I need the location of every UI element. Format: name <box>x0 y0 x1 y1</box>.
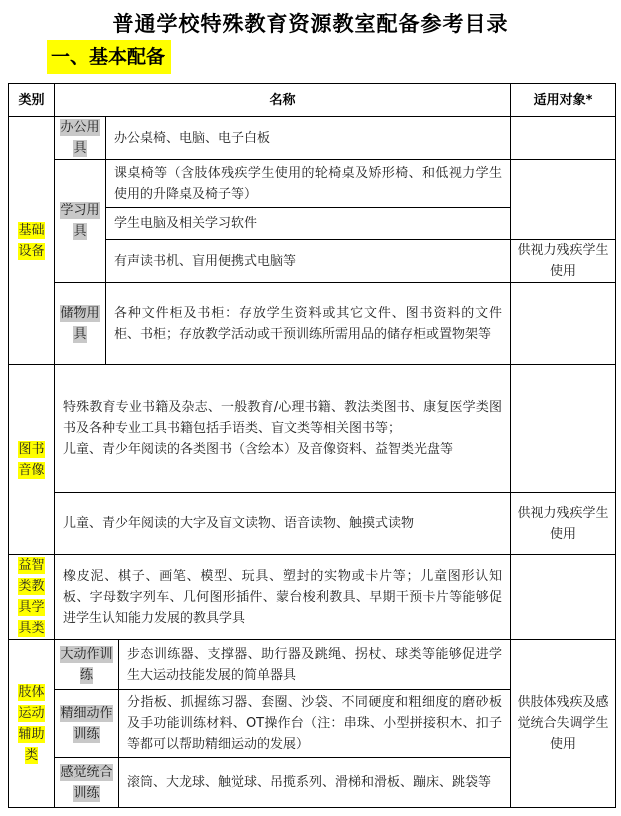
item-study-1: 学生电脑及相关学习软件 <box>106 208 511 240</box>
category-basic <box>9 117 55 365</box>
subcategory-sensory <box>55 758 119 808</box>
target-study-general <box>511 160 616 240</box>
subcategory-study <box>55 160 106 283</box>
category-books <box>9 365 55 555</box>
target-books-visual: 供视力残疾学生使用 <box>511 493 616 555</box>
item-books-0 <box>55 365 511 493</box>
category-puzzle <box>9 555 55 640</box>
target-puzzle <box>511 555 616 640</box>
subcategory-study-label: 学习用具 <box>60 203 100 239</box>
subcategory-storage <box>55 283 106 365</box>
target-office <box>511 117 616 160</box>
table-row <box>9 283 616 365</box>
header-name: 名称 <box>55 84 511 117</box>
subcategory-office-label: 办公用具 <box>60 120 100 156</box>
table-row <box>9 365 616 493</box>
item-puzzle-0: 橡皮泥、棋子、画笔、模型、玩具、塑封的实物或卡片等；儿童图形认知板、字母数字列车、几何图形插件、蒙台梭利教具、早期干预卡片等能够促进学生认知能力发展的教具学具 <box>55 555 511 640</box>
target-storage <box>511 283 616 365</box>
item-storage-0: 各种文件柜及书柜：存放学生资料或其它文件、图书资料的文件柜、书柜；存放教学活动或干预训练所需用品的储存柜或置物架等 <box>106 283 511 365</box>
subcategory-fine-motor-label: 精细动作训练 <box>60 705 113 742</box>
category-limb-label: 肢体运动辅助类 <box>18 684 45 763</box>
item-study-2: 有声读书机、盲用便携式电脑等 <box>106 240 511 283</box>
item-books-0-text: 特殊教育专业书籍及杂志、一般教育/心理书籍、教法类图书、康复医学类图书及各种专业工具书籍包括手语类、盲文类等相关图书等； <box>63 400 503 436</box>
category-puzzle-label: 益智类教具学具类 <box>18 558 45 636</box>
item-office-0: 办公桌椅、电脑、电子白板 <box>106 117 511 160</box>
table-header-row <box>9 84 616 117</box>
item-sensory: 滚筒、大龙球、触觉球、吊揽系列、滑梯和滑板、蹦床、跳袋等 <box>119 758 511 808</box>
table-row <box>9 117 616 160</box>
item-gross-motor: 步态训练器、支撑器、助行器及跳绳、拐杖、球类等能够促进学生大运动技能发展的简单器具 <box>119 640 511 690</box>
table-row <box>9 493 616 555</box>
table-row <box>9 160 616 208</box>
item-books-2: 儿童、青少年阅读的大字及盲文读物、语音读物、触摸式读物 <box>55 493 511 555</box>
subcategory-gross-motor <box>55 640 119 690</box>
target-limb: 供肢体残疾及感觉统合失调学生使用 <box>511 640 616 808</box>
item-books-1-text: 儿童、青少年阅读的各类图书（含绘本）及音像资料、益智类光盘等 <box>63 442 454 457</box>
subcategory-office <box>55 117 106 160</box>
header-category: 类别 <box>9 84 55 117</box>
subcategory-storage-label: 储物用具 <box>60 305 100 342</box>
subcategory-gross-motor-label: 大动作训练 <box>60 646 113 683</box>
category-limb <box>9 640 55 808</box>
item-study-0: 课桌椅等（含肢体残疾学生使用的轮椅桌及矫形椅、和低视力学生使用的升降桌及椅子等） <box>106 160 511 208</box>
header-target: 适用对象* <box>511 84 616 117</box>
subcategory-sensory-label: 感觉统合训练 <box>60 764 113 801</box>
table-row <box>9 640 616 690</box>
document-title: 普通学校特殊教育资源教室配备参考目录 <box>112 11 509 36</box>
target-study-visual: 供视力残疾学生使用 <box>511 240 616 283</box>
section-heading: 一、基本配备 <box>47 40 171 74</box>
category-basic-label: 基础设备 <box>18 222 45 259</box>
item-fine-motor: 分指板、抓握练习器、套圈、沙袋、不同硬度和粗细度的磨砂板及手功能训练材料、OT操作台（注：串珠、小型拼接积木、扣子等都可以帮助精细运动的发展） <box>119 690 511 758</box>
table-row <box>9 555 616 640</box>
target-books-general <box>511 365 616 493</box>
catalog-table <box>8 83 616 808</box>
category-books-label: 图书音像 <box>18 441 45 478</box>
subcategory-fine-motor <box>55 690 119 758</box>
